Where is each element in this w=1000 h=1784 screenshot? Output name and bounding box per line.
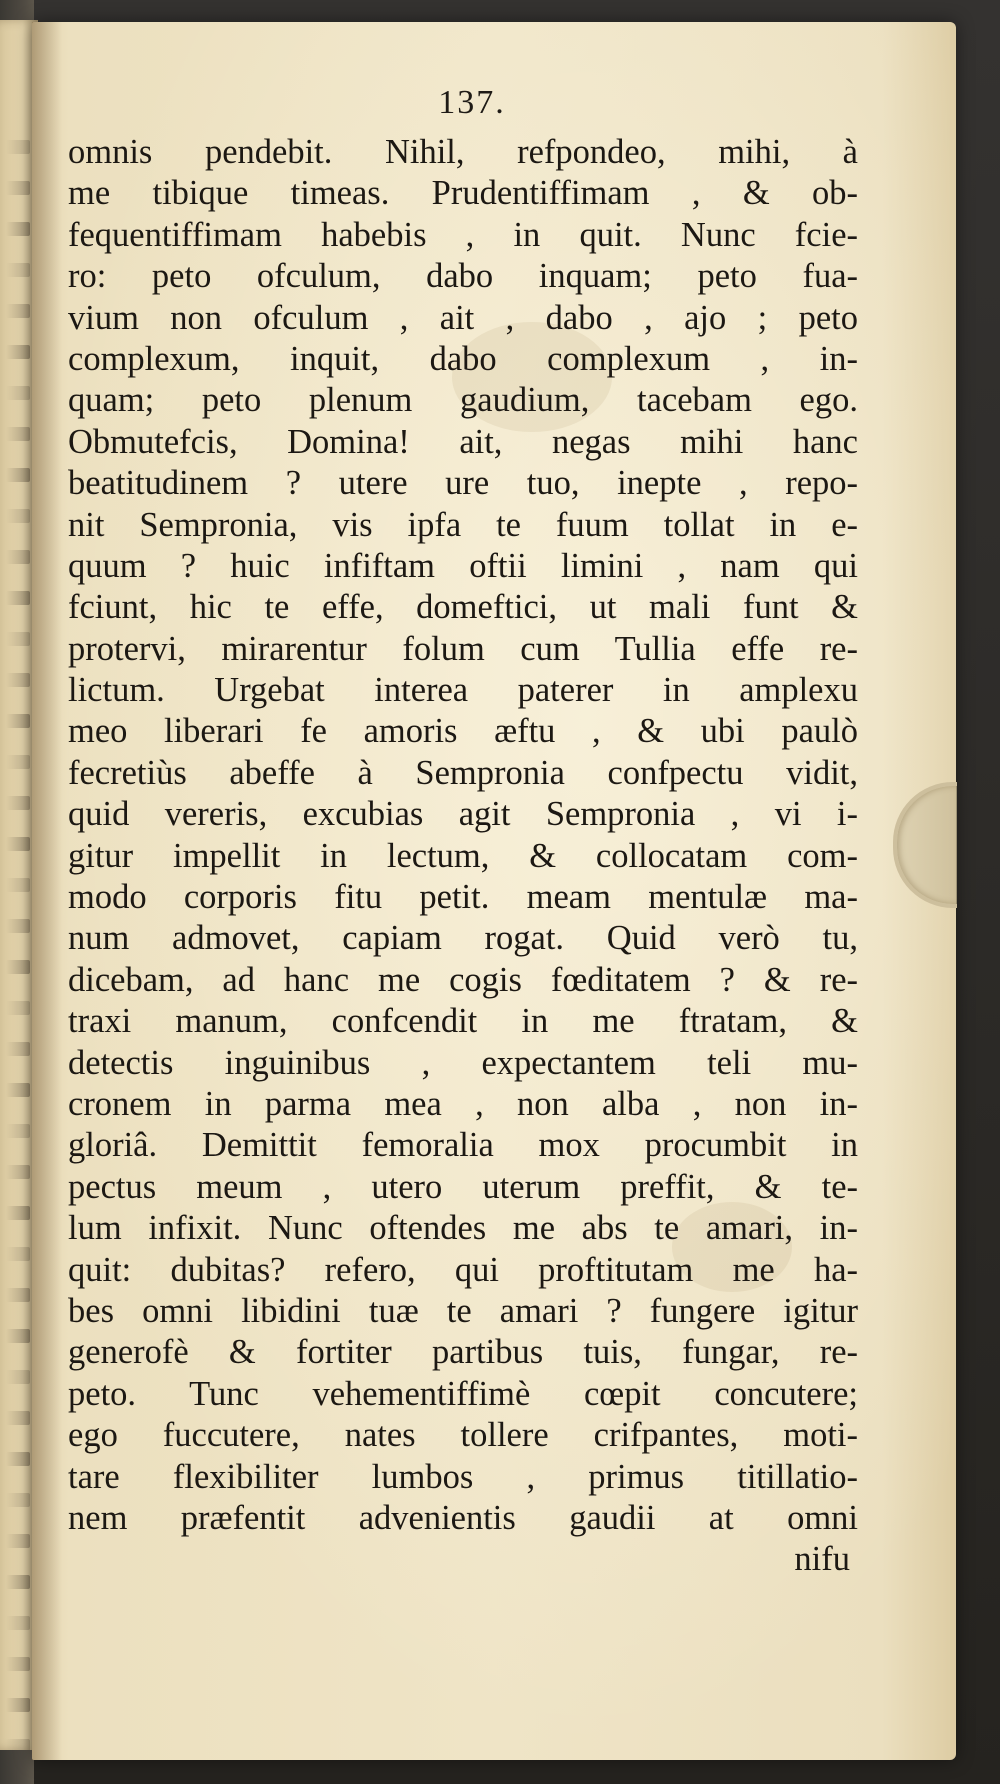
facing-page-ink-mark [6, 427, 30, 441]
facing-page-ink-mark [6, 304, 30, 318]
text-line: lictum. Urgebat interea paterer in amplexu [68, 671, 858, 710]
facing-page-ink-mark [6, 1698, 30, 1712]
facing-page-ink-mark [6, 714, 30, 728]
facing-page-ink-mark [6, 1739, 30, 1750]
facing-page-ink-mark [6, 796, 30, 810]
book-page [32, 22, 956, 1760]
text-line: nit Sempronia, vis ipfa te fuum tollat in e- [68, 505, 858, 544]
facing-page-ink-mark [6, 1657, 30, 1671]
text-line: tare flexibiliter lumbos , primus titillatio- [68, 1457, 858, 1496]
text-line: complexum, inquit, dabo complexum , in- [68, 339, 858, 378]
text-line: protervi, mirarentur folum cum Tullia effe re- [68, 629, 858, 668]
facing-page-ink-mark [6, 919, 30, 933]
facing-page-ink-mark [6, 1616, 30, 1630]
text-line: quum ? huic infiftam oftii limini , nam qui [68, 546, 858, 585]
facing-page-ink-mark [6, 1165, 30, 1179]
gutter-shadow [32, 22, 62, 1760]
text-line: quid vereris, excubias agit Sempronia , vi i- [68, 795, 858, 834]
facing-page-ink-mark [6, 468, 30, 482]
text-line: lum infixit. Nunc oftendes me abs te amari, in- [68, 1209, 858, 1248]
text-line: beatitudinem ? utere ure tuo, inepte , repo- [68, 464, 858, 503]
facing-page-ink-mark [6, 550, 30, 564]
facing-page-ink-mark [6, 755, 30, 769]
text-line: Obmutefcis, Domina! ait, negas mihi hanc [68, 422, 858, 461]
text-line: fequentiffimam habebis , in quit. Nunc fcie- [68, 215, 858, 254]
facing-page-ink-mark [6, 386, 30, 400]
facing-page-ink-mark [6, 1452, 30, 1466]
text-line: bes omni libidini tuæ te amari ? fungere igitur [68, 1291, 858, 1330]
text-line: quam; peto plenum gaudium, tacebam ego. [68, 381, 858, 420]
facing-page-ink-mark [6, 222, 30, 236]
catchword: nifu [794, 1540, 850, 1579]
text-line: peto. Tunc vehementiffimè cœpit concutere; [68, 1374, 858, 1413]
facing-page-ink-mark [6, 1329, 30, 1343]
text-line: quit: dubitas? refero, qui proftitutam me ha- [68, 1250, 858, 1289]
facing-page-ink-mark [6, 181, 30, 195]
facing-page-ink-mark [6, 1411, 30, 1425]
text-line: gloriâ. Demittit femoralia mox procumbit in [68, 1126, 858, 1165]
facing-page-ink-mark [6, 837, 30, 851]
facing-page-ink-mark [6, 878, 30, 892]
facing-page-ink-mark [6, 345, 30, 359]
facing-page-ink-mark [6, 1206, 30, 1220]
facing-page-ink-mark [6, 1493, 30, 1507]
text-line: traxi manum, confcendit in me ftratam, & [68, 1002, 858, 1041]
text-line: me tibique timeas. Prudentiffimam , & ob- [68, 174, 858, 213]
text-line: fecretiùs abeffe à Sempronia confpectu vidit, [68, 753, 858, 792]
page-text [68, 132, 858, 1581]
text-line: detectis inguinibus , expectantem teli mu- [68, 1043, 858, 1082]
facing-page-ink-mark [6, 1247, 30, 1261]
facing-page-ink-mark [6, 632, 30, 646]
facing-page-ink-mark [6, 673, 30, 687]
text-line: pectus meum , utero uterum preffit, & te- [68, 1167, 858, 1206]
facing-page-ink-mark [6, 591, 30, 605]
text-line: ro: peto ofculum, dabo inquam; peto fua- [68, 257, 858, 296]
facing-page-ink-mark [6, 1083, 30, 1097]
page-number: 137. [438, 84, 506, 121]
facing-page-ink-mark [6, 1534, 30, 1548]
facing-page-ink-mark [6, 1124, 30, 1138]
facing-page-ink-mark [6, 1370, 30, 1384]
text-line: modo corporis fitu petit. meam mentulæ ma- [68, 878, 858, 917]
facing-page-ink-mark [6, 509, 30, 523]
text-line: vium non ofculum , ait , dabo , ajo ; peto [68, 298, 858, 337]
facing-page-ink-mark [6, 1042, 30, 1056]
facing-page-ink-mark [6, 140, 30, 154]
facing-page-ink-mark [6, 1288, 30, 1302]
text-line: nem præfentit advenientis gaudii at omni [68, 1498, 858, 1537]
text-line: num admovet, capiam rogat. Quid verò tu, [68, 919, 858, 958]
facing-page-ink-mark [6, 1575, 30, 1589]
facing-page-ink-mark [6, 1001, 30, 1015]
text-line: generofè & fortiter partibus tuis, fungar, re- [68, 1333, 858, 1372]
text-line: omnis pendebit. Nihil, refpondeo, mihi, à [68, 133, 858, 171]
text-line: meo liberari fe amoris æftu , & ubi paulò [68, 712, 858, 751]
text-line: cronem in parma mea , non alba , non in- [68, 1084, 858, 1123]
text-line: gitur impellit in lectum, & collocatam com- [68, 836, 858, 875]
facing-page-ink-mark [6, 960, 30, 974]
facing-page-ink-mark [6, 263, 30, 277]
text-line: fciunt, hic te effe, domeftici, ut mali funt & [68, 588, 858, 627]
text-line: ego fuccutere, nates tollere crifpantes, moti- [68, 1416, 858, 1455]
text-line: dicebam, ad hanc me cogis fœditatem ? & re- [68, 960, 858, 999]
